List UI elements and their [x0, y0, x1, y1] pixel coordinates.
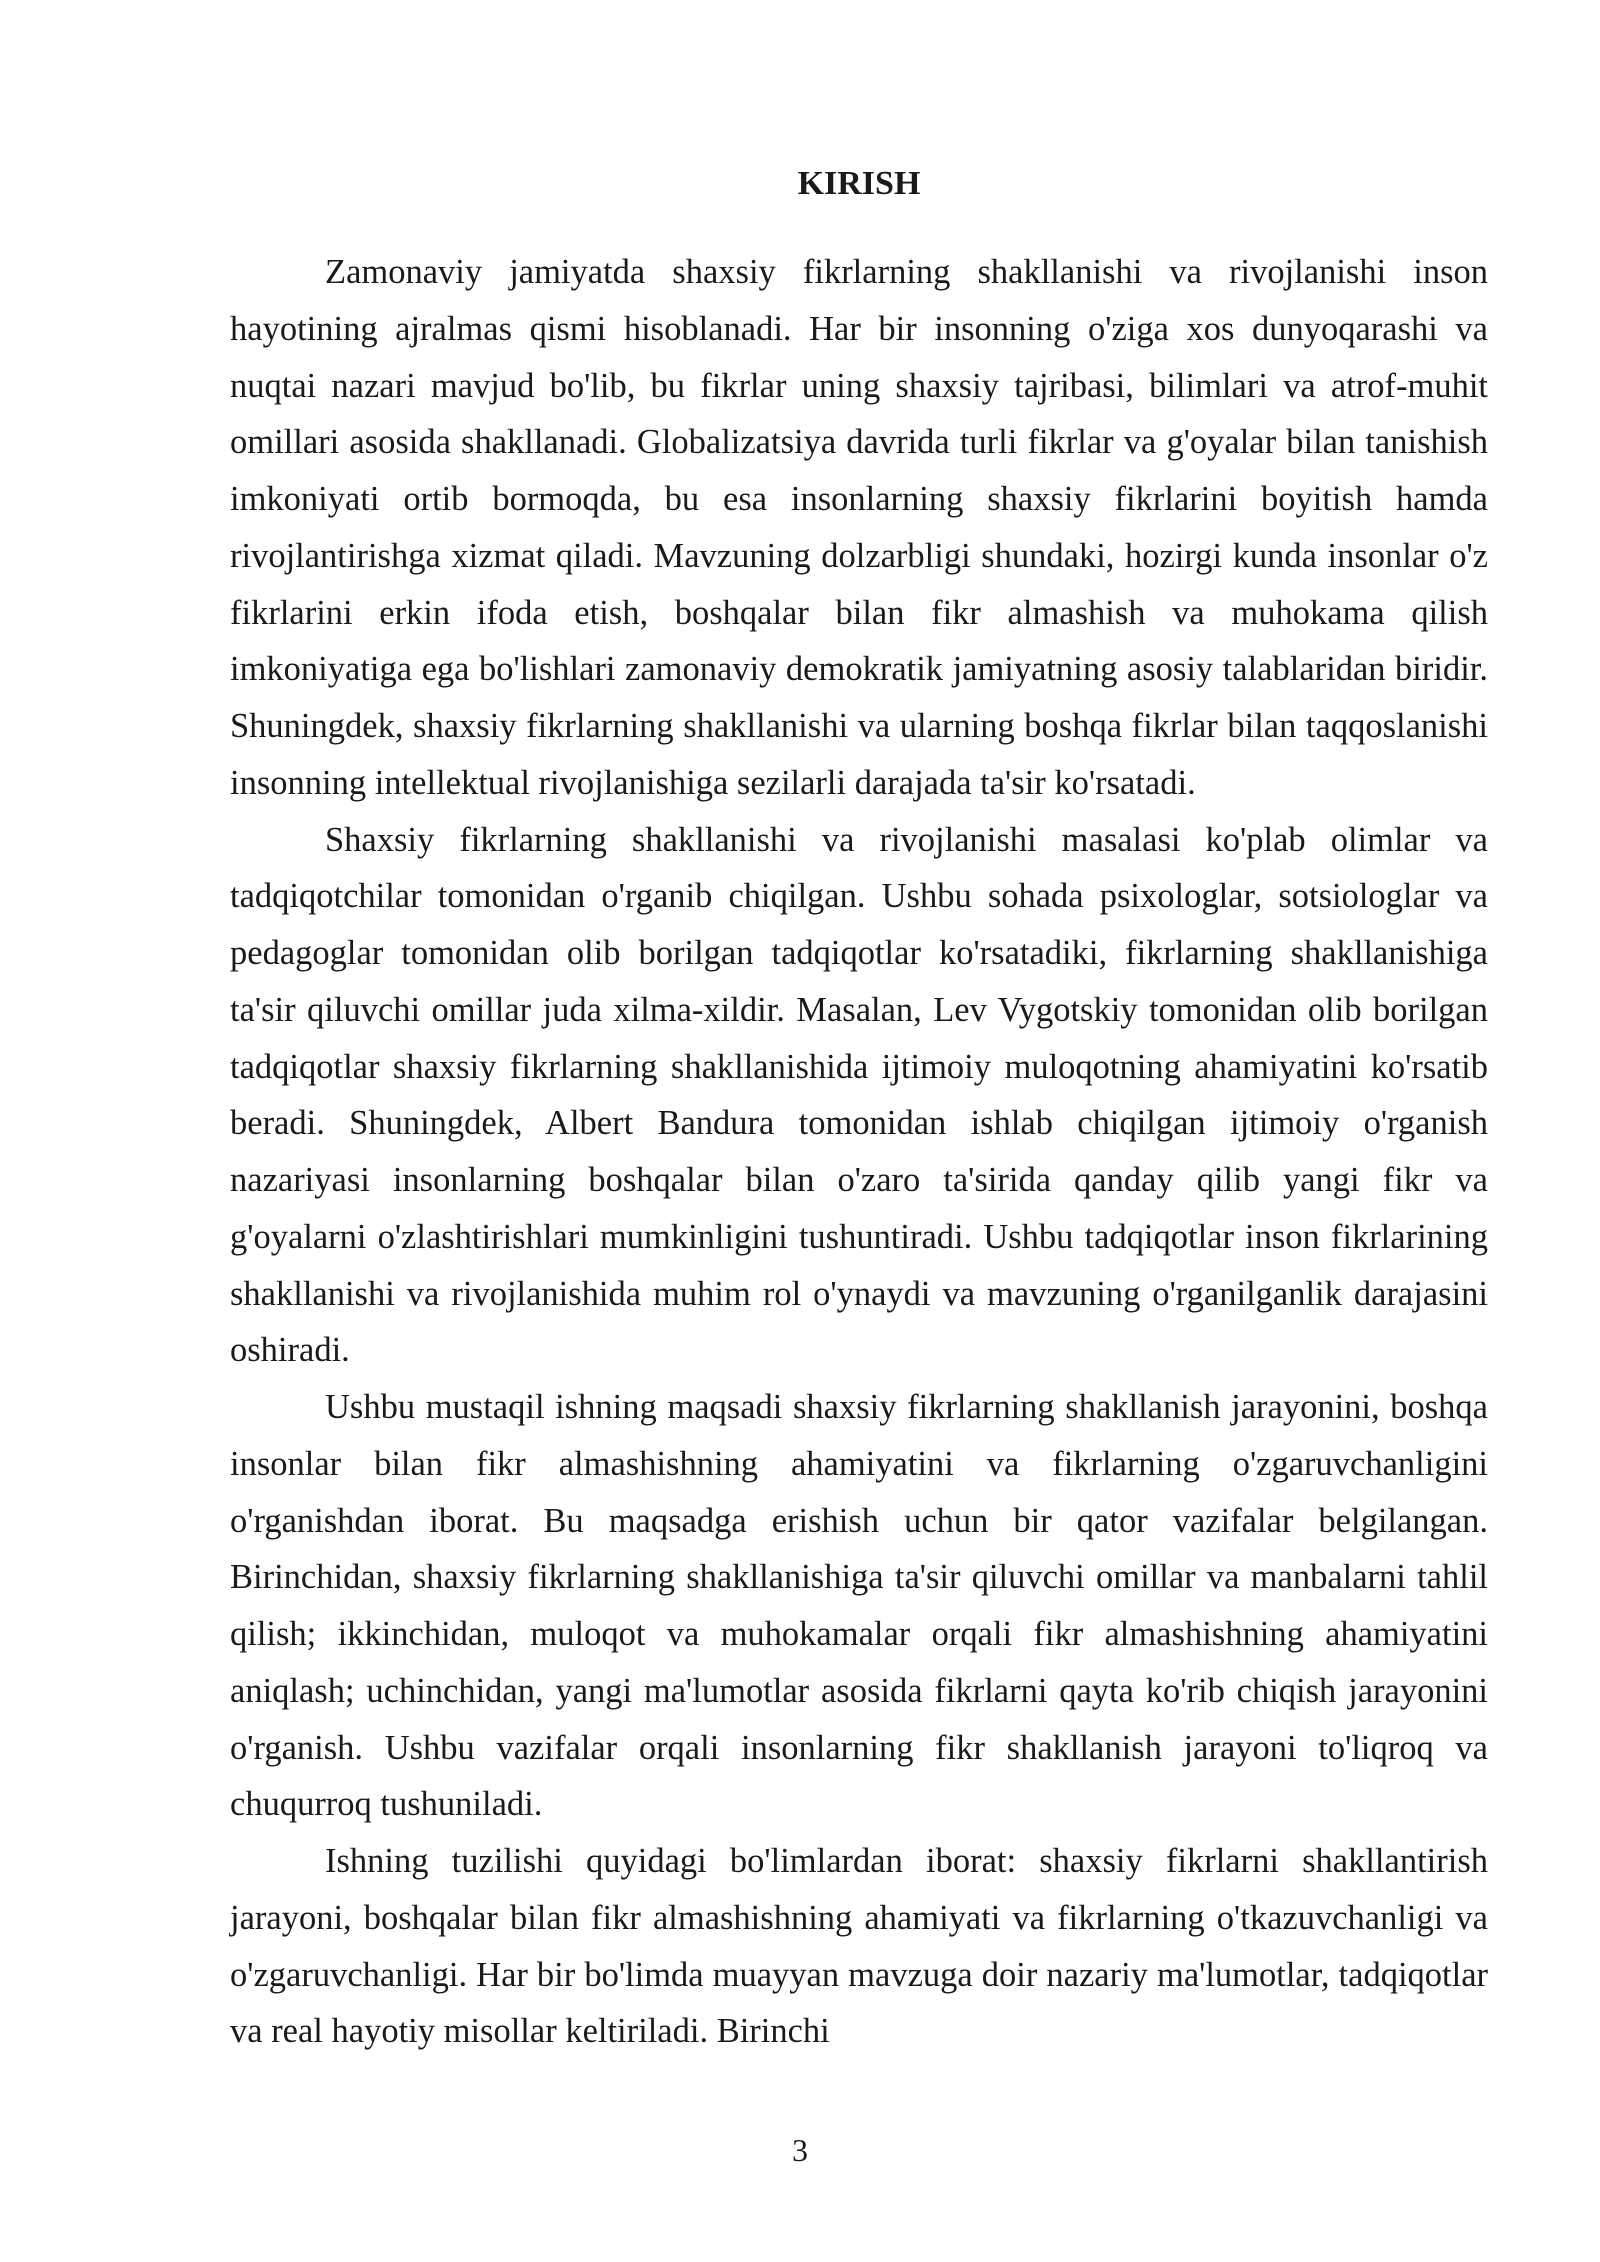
section-heading: KIRISH — [797, 165, 921, 202]
page-number: 3 — [792, 2132, 808, 2168]
paragraph-4: Ishning tuzilishi quyidagi bo'limlardan iborat: shaxsiy fikrlarni shakllantirish jarayoni, boshqalar bilan fikr almashishning ahamiyati va fikrlarning o'tkazuvchanligi va o'zgaruvchanligi. Har bir bo'limda muayyan mavzuga doir nazariy ma'lumotlar, tadqiqotlar va real hayotiy misollar keltiriladi. Birinchi — [230, 1842, 1488, 2051]
paragraph-2: Shaxsiy fikrlarning shakllanishi va rivojlanishi masalasi ko'plab olimlar va tadqiqotchilar tomonidan o'rganib chiqilgan. Ushbu sohada psixologlar, sotsiologlar va pedagoglar tomonidan olib borilgan tadqiqotlar ko'rsatadiki, fikrlarning shakllanishiga ta'sir qiluvchi omillar juda xilma-xildir. Masalan, Lev Vygotskiy tomonidan olib borilgan tadqiqotlar shaxsiy fikrlarning shakllanishida ijtimoiy muloqotning ahamiyatini ko'rsatib beradi. Shuningdek, Albert Bandura tomonidan ishlab chiqilgan ijtimoiy o'rganish nazariyasi insonlarning boshqalar bilan o'zaro ta'sirida qanday qilib yangi fikr va g'oyalarni o'zlashtirishlari mumkinligini tushuntiradi. Ushbu tadqiqotlar inson fikrlarining shakllanishi va rivojlanishida muhim rol o'ynaydi va mavzuning o'rganilganlik darajasini oshiradi. — [230, 820, 1488, 1370]
body-text — [230, 244, 1488, 2060]
paragraph-1: Zamonaviy jamiyatda shaxsiy fikrlarning shakllanishi va rivojlanishi inson hayotining ajralmas qismi hisoblanadi. Har bir insonning o'ziga xos dunyoqarashi va nuqtai nazari mavjud bo'lib, bu fikrlar uning shaxsiy tajribasi, bilimlari va atrof-muhit omillari asosida shakllanadi. Globalizatsiya davrida turli fikrlar va g'oyalar bilan tanishish imkoniyati ortib bormoqda, bu esa insonlarning shaxsiy fikrlarini boyitish hamda rivojlantirishga xizmat qiladi. Mavzuning dolzarbligi shundaki, hozirgi kunda insonlar o'z fikrlarini erkin ifoda etish, boshqalar bilan fikr almashish va muhokama qilish imkoniyatiga ega bo'lishlari zamonaviy demokratik jamiyatning asosiy talablaridan biridir. Shuningdek, shaxsiy fikrlarning shakllanishi va ularning boshqa fikrlar bilan taqqoslanishi insonning intellektual rivojlanishiga sezilarli darajada ta'sir ko'rsatadi. — [230, 253, 1488, 802]
paragraph-3: Ushbu mustaqil ishning maqsadi shaxsiy fikrlarning shakllanish jarayonini, boshqa insonlar bilan fikr almashishning ahamiyatini va fikrlarning o'zgaruvchanligini o'rganishdan iborat. Bu maqsadga erishish uchun bir qator vazifalar belgilangan. Birinchidan, shaxsiy fikrlarning shakllanishiga ta'sir qiluvchi omillar va manbalarni tahlil qilish; ikkinchidan, muloqot va muhokamalar orqali fikr almashishning ahamiyatini aniqlash; uchinchidan, yangi ma'lumotlar asosida fikrlarni qayta ko'rib chiqish jarayonini o'rganish. Ushbu vazifalar orqali insonlarning fikr shakllanish jarayoni to'liqroq va chuqurroq tushuniladi. — [230, 1388, 1488, 1824]
